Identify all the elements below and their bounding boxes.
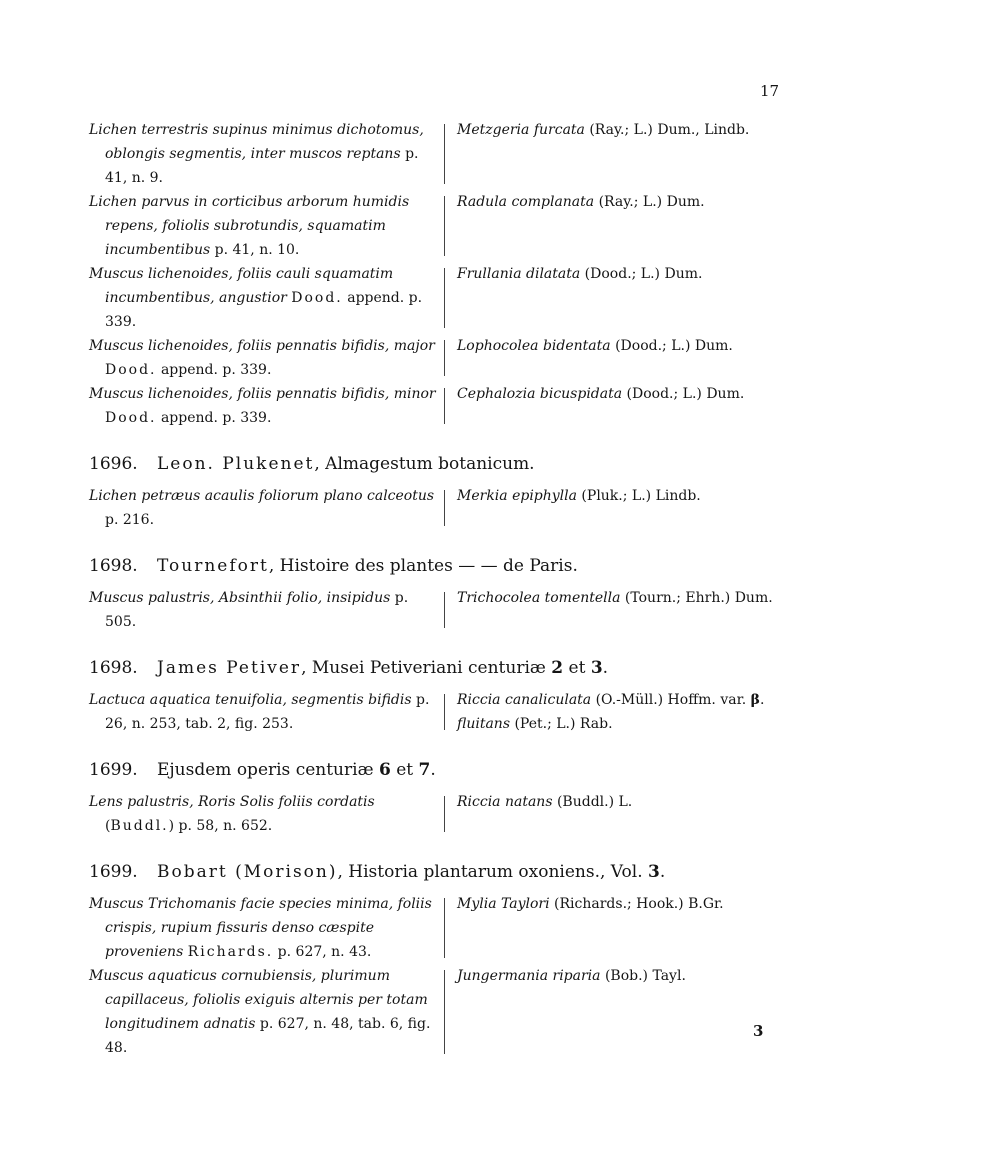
- old-name-cell: [89, 334, 441, 382]
- synonym-entry: [89, 688, 789, 736]
- synonym-entry: [89, 118, 789, 190]
- modern-name-cell: [455, 790, 789, 838]
- text-run: append. p. 339.: [105, 290, 423, 330]
- text-run: (Tourn.; Ehrh.) Dum.: [620, 590, 773, 606]
- text-run: 3: [590, 658, 603, 678]
- text-run: Buddl.: [110, 818, 169, 834]
- column-rule: [441, 382, 455, 430]
- text-run: (: [105, 818, 111, 834]
- modern-name-cell: [455, 190, 789, 262]
- text-run: (Ray.; L.) Dum.: [594, 194, 705, 210]
- text-run: (Ray.; L.) Dum., Lindb.: [584, 122, 750, 138]
- text-run: Cephalozia bicuspidata: [457, 386, 623, 402]
- synonym-entry: [89, 262, 789, 334]
- text-run: (O.-Müll.) Hoffm. var.: [591, 692, 751, 708]
- text-run: , Historia plantarum oxoniens., Vol.: [337, 862, 648, 882]
- text-run: Lens palustris, Roris Solis foliis cordatis: [89, 794, 375, 810]
- section-year: 1696.: [89, 454, 138, 474]
- column-rule: [441, 118, 455, 190]
- section-year: 1698.: [89, 658, 138, 678]
- text-run: Dood.: [105, 410, 157, 426]
- text-run: append. p. 339.: [156, 410, 272, 426]
- text-run: β: [750, 692, 760, 708]
- text-run: 3: [648, 862, 660, 882]
- modern-name-cell: [455, 484, 789, 532]
- synonym-entry: [89, 334, 789, 382]
- text-run: (Buddl.) L.: [552, 794, 633, 810]
- old-name-cell: [89, 118, 441, 190]
- text-run: (Bob.) Tayl.: [600, 968, 686, 984]
- text-run: p. 216.: [105, 512, 155, 528]
- synonym-entry: [89, 382, 789, 430]
- old-name-cell: [89, 382, 441, 430]
- modern-name-cell: [455, 334, 789, 382]
- column-rule: [441, 334, 455, 382]
- page-body: [89, 118, 789, 1060]
- text-run: p. 505.: [105, 590, 409, 630]
- text-run: .: [430, 760, 436, 780]
- text-run: Tournefort: [157, 556, 269, 576]
- section-year: 1698.: [89, 556, 138, 576]
- old-name-cell: [89, 964, 441, 1060]
- text-run: Riccia canaliculata: [457, 692, 592, 708]
- modern-name-cell: [455, 964, 789, 1060]
- text-run: p. 41, n. 9.: [105, 146, 419, 186]
- section-year: 1699.: [89, 862, 138, 882]
- synonym-entry: [89, 190, 789, 262]
- text-run: Ejusdem operis centuriæ: [157, 760, 379, 780]
- text-run: append. p. 339.: [156, 362, 272, 378]
- modern-name-cell: [455, 382, 789, 430]
- text-run: p. 41, n. 10.: [210, 242, 300, 258]
- old-name-cell: [89, 262, 441, 334]
- text-run: Lichen parvus in corticibus arborum humidis repens, foliolis subrotundis, squamatim incumbentibus: [89, 194, 410, 258]
- text-run: , Histoire des plantes — — de Paris.: [268, 556, 578, 576]
- column-rule: [441, 790, 455, 838]
- text-run: ) p. 58, n. 652.: [168, 818, 273, 834]
- text-run: Lactuca aquatica tenuifolia, segmentis bifidis: [89, 692, 412, 708]
- signature-mark: 3: [753, 1022, 764, 1040]
- text-run: Lichen petræus acaulis foliorum plano calceotus: [89, 488, 435, 504]
- column-rule: [441, 262, 455, 334]
- text-run: Leon. Plukenet: [157, 454, 315, 474]
- synonym-entry: [89, 790, 789, 838]
- text-run: Dood.: [291, 290, 343, 306]
- text-run: 7: [418, 760, 431, 780]
- section-heading: [89, 452, 789, 476]
- old-name-cell: [89, 688, 441, 736]
- synonym-entry: [89, 892, 789, 964]
- text-run: p. 627, n. 43.: [273, 944, 372, 960]
- text-run: Jungermania riparia: [457, 968, 601, 984]
- old-name-cell: [89, 586, 441, 634]
- section-heading: [89, 554, 789, 578]
- section-heading: [89, 758, 789, 782]
- text-run: Trichocolea tomentella: [457, 590, 621, 606]
- text-run: et: [390, 760, 419, 780]
- modern-name-cell: [455, 262, 789, 334]
- text-run: .: [759, 692, 765, 708]
- text-run: 2: [551, 658, 564, 678]
- text-run: Merkia epiphylla: [457, 488, 577, 504]
- column-rule: [441, 964, 455, 1060]
- column-rule: [441, 484, 455, 532]
- section-heading: [89, 656, 789, 680]
- text-run: Muscus lichenoides, foliis pennatis bifidis, minor: [89, 386, 436, 402]
- text-run: (Richards.; Hook.) B.Gr.: [549, 896, 724, 912]
- text-run: Bobart (Morison): [157, 862, 338, 882]
- column-rule: [441, 586, 455, 634]
- text-run: Radula complanata: [457, 194, 595, 210]
- text-run: James Petiver: [157, 658, 302, 678]
- synonym-entry: [89, 586, 789, 634]
- column-rule: [441, 688, 455, 736]
- text-run: Mylia Taylori: [457, 896, 550, 912]
- text-run: Metzgeria furcata: [457, 122, 585, 138]
- page-number: 17: [760, 82, 780, 100]
- text-run: Muscus aquaticus cornubiensis, plurimum capillaceus, foliolis exiguis alternis per totam longitudinem adnatis: [89, 968, 428, 1032]
- modern-name-cell: [455, 586, 789, 634]
- text-run: et: [563, 658, 591, 678]
- text-run: Muscus palustris, Absinthii folio, insipidus: [89, 590, 391, 606]
- section-heading: [89, 860, 789, 884]
- text-run: .: [659, 862, 666, 882]
- text-run: Frullania dilatata: [457, 266, 581, 282]
- column-rule: [441, 892, 455, 964]
- synonym-entry: [89, 484, 789, 532]
- text-run: 6: [378, 760, 391, 780]
- text-run: Lichen terrestris supinus minimus dichotomus, oblongis segmentis, inter muscos reptans: [89, 122, 424, 162]
- text-run: (Dood.; L.) Dum.: [622, 386, 745, 402]
- text-run: p. 26, n. 253, tab. 2, fig. 253.: [105, 692, 430, 732]
- text-run: (Dood.; L.) Dum.: [580, 266, 703, 282]
- section-year: 1699.: [89, 760, 138, 780]
- text-run: Dood.: [105, 362, 157, 378]
- text-run: , Almagestum botanicum.: [314, 454, 535, 474]
- synonym-entry: [89, 964, 789, 1060]
- text-run: Richards.: [187, 944, 274, 960]
- text-run: (Pluk.; L.) Lindb.: [576, 488, 701, 504]
- text-run: Lophocolea bidentata: [457, 338, 611, 354]
- text-run: Riccia natans: [457, 794, 553, 810]
- text-run: p. 627, n. 48, tab. 6, fig. 48.: [105, 1016, 431, 1056]
- modern-name-cell: [455, 118, 789, 190]
- text-run: Muscus Trichomanis facie species minima, foliis crispis, rupium fissuris denso cæspite proveniens: [89, 896, 432, 960]
- text-run: Muscus lichenoides, foliis pennatis bifidis, major: [89, 338, 435, 354]
- text-run: (Dood.; L.) Dum.: [610, 338, 733, 354]
- modern-name-cell: [455, 688, 789, 736]
- old-name-cell: [89, 892, 441, 964]
- old-name-cell: [89, 484, 441, 532]
- old-name-cell: [89, 190, 441, 262]
- text-run: fluitans: [457, 716, 511, 732]
- modern-name-cell: [455, 892, 789, 964]
- text-run: Muscus lichenoides, foliis cauli squamatim incumbentibus, angustior: [89, 266, 394, 306]
- text-run: (Pet.; L.) Rab.: [510, 716, 613, 732]
- text-run: , Musei Petiveriani centuriæ: [301, 658, 552, 678]
- old-name-cell: [89, 790, 441, 838]
- column-rule: [441, 190, 455, 262]
- text-run: .: [602, 658, 609, 678]
